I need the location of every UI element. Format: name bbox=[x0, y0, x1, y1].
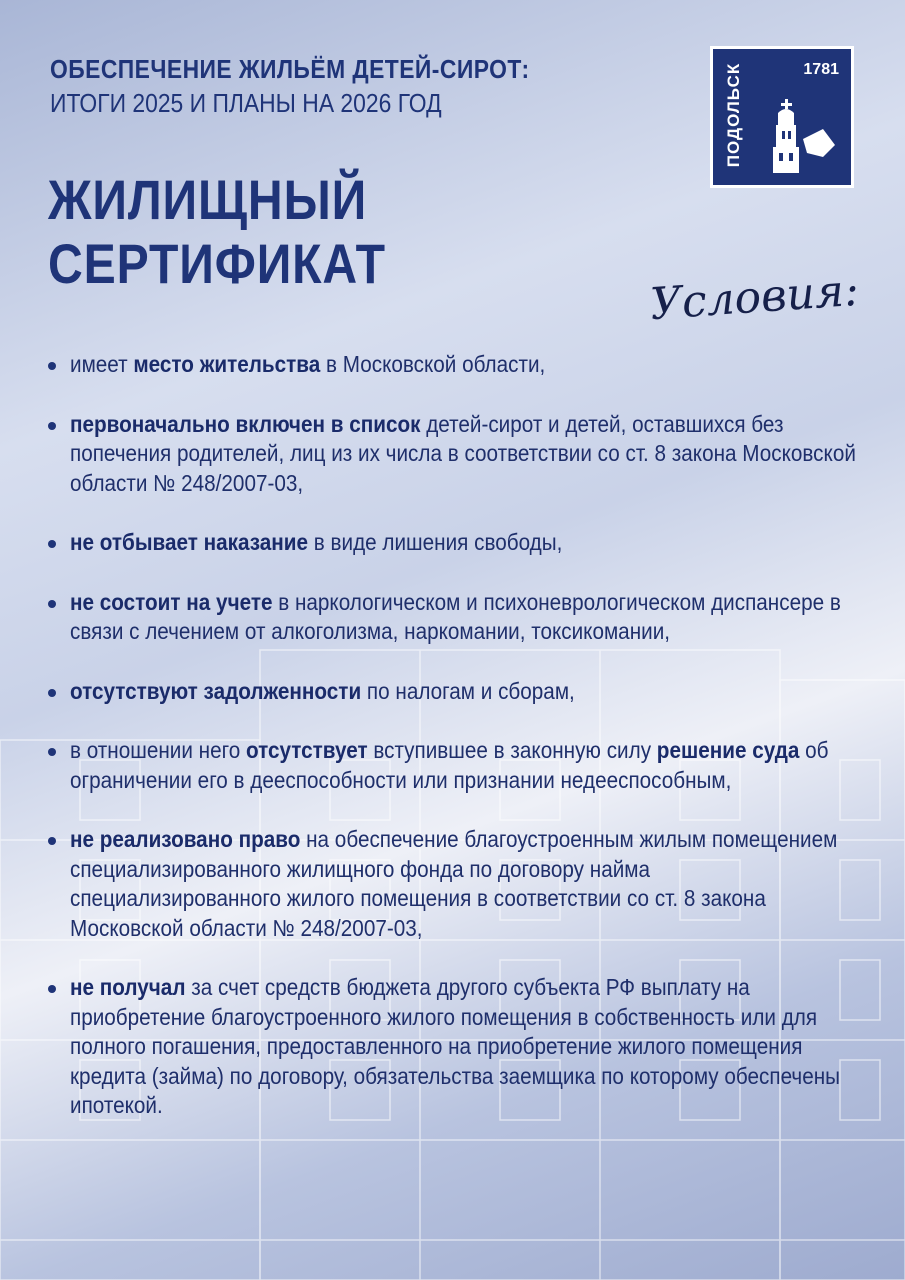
header-subtitle bbox=[50, 52, 595, 120]
church-icon bbox=[763, 79, 843, 179]
list-item: не реализовано право на обеспечение благоустроенным жилым помещением специализированного жилищного фонда по договору найма специализированного жилого помещения в соответствии со ст. 8 закона Московской области № 248/2007-03, bbox=[46, 825, 866, 943]
conditions-list bbox=[46, 350, 866, 1121]
list-item: не состоит на учете в наркологическом и психоневрологическом диспансере в связи с лечением от алкоголизма, наркомании, токсикомании, bbox=[46, 588, 866, 647]
list-item: не получал за счет средств бюджета другого субъекта РФ выплату на приобретение благоустроенного жилого помещения в собственность или для полного погашения, предоставленного на приобретение жилого помещения кредита (займа) по договору, обязательства заемщика по которому обеспечены ипотекой. bbox=[46, 973, 866, 1121]
title-line-1: ЖИЛИЩНЫЙ bbox=[48, 168, 368, 231]
conditions-heading: Условия: bbox=[648, 264, 861, 331]
list-item: отсутствуют задолженности по налогам и сборам, bbox=[46, 677, 866, 707]
list-item: имеет место жительства в Московской области, bbox=[46, 350, 866, 380]
list-item: первоначально включен в список детей-сирот и детей, оставшихся без попечения родителей, лиц из их числа в соответствии со ст. 8 закона Московской области № 248/2007-03, bbox=[46, 410, 866, 499]
page-title bbox=[48, 168, 386, 296]
podolsk-logo bbox=[710, 46, 854, 188]
list-item: в отношении него отсутствует вступившее в законную силу решение суда об ограничении его в дееспособности или признании недееспособным, bbox=[46, 736, 866, 795]
header-line-1: ОБЕСПЕЧЕНИЕ ЖИЛЬЁМ ДЕТЕЙ-СИРОТ: bbox=[50, 54, 530, 84]
logo-city: ПОДОЛЬСК bbox=[724, 62, 743, 168]
title-line-2: СЕРТИФИКАТ bbox=[48, 232, 386, 295]
header-line-2: ИТОГИ 2025 И ПЛАНЫ НА 2026 ГОД bbox=[50, 88, 442, 118]
logo-year: 1781 bbox=[803, 61, 839, 78]
list-item: не отбывает наказание в виде лишения свободы, bbox=[46, 528, 866, 558]
